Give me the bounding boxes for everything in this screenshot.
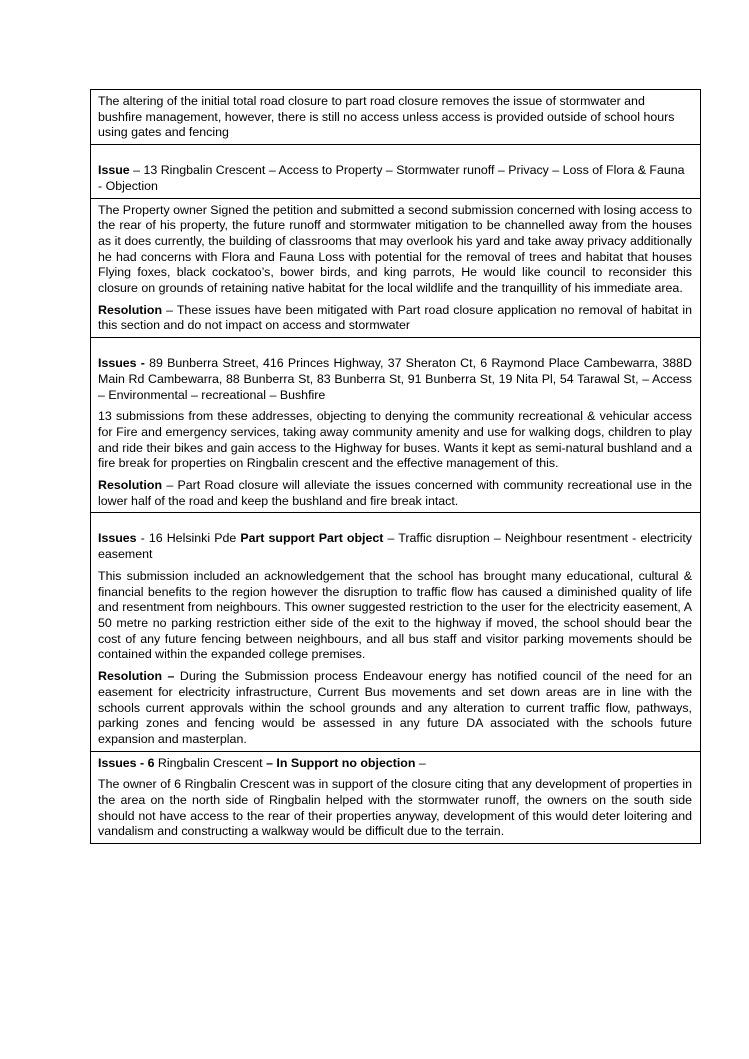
resolution-paragraph [98, 669, 692, 748]
submission-summary: The Property owner Signed the petition and submitted a second submission concerned with losing access to the rear of his property, the future runoff and stormwater mitigation to be channelled away from the houses as it does currently, the building of classrooms that may overlook his yard and take away privacy additionally he had concerns with Flora and Fauna Loss with potential for the removal of trees and habitat that houses Flying foxes, black cockatoo’s, bower birds, and king parrots, He would like council to reconsider this closure on grounds of retaining native habitat for the local wildlife and the tranquillity of his immediate area. [98, 202, 692, 296]
issue-heading [98, 356, 692, 403]
closure-note-cell [91, 90, 700, 145]
issue-helsinki-section [91, 513, 700, 751]
resolution-label: Resolution – [98, 669, 175, 684]
submissions-table [90, 89, 701, 844]
issue-heading [98, 163, 692, 194]
resolution-paragraph [98, 478, 692, 509]
issue-details: Ringbalin Crescent [154, 755, 267, 770]
issue-details: – 13 Ringbalin Crescent – Access to Property – Stormwater runoff – Privacy – Loss of Flora & Fauna - Objection [98, 163, 685, 193]
support-status: Part support Part object [240, 531, 384, 546]
issue-details-continued: – Traffic disruption – Neighbour resentment - electricity easement [98, 531, 692, 562]
issue-tail: – [415, 755, 426, 770]
issue-13-ringbalin-body [91, 199, 700, 339]
issue-details: 89 Bunberra Street, 416 Princes Highway, 37 Sheraton Ct, 6 Raymond Place Cambewarra, 388D Main Rd Cambewarra, 88 Bunberra St, 83 Bunberra St, 91 Bunberra St, 19 Nita Pl, 54 Tarawal St, – Access – Environmental – recreational – Bushfire [98, 356, 692, 402]
issue-label: Issues [98, 531, 137, 546]
issue-heading [98, 756, 692, 772]
closure-note-text: The altering of the initial total road closure to part road closure removes the issue of stormwater and bushfire management, however, there is still no access unless access is provided outside of school hours using gates and fencing [98, 94, 675, 140]
submission-summary: The owner of 6 Ringbalin Crescent was in support of the closure citing that any development of properties in the area on the north side of Ringbalin helped with the stormwater runoff, the owners on the south side should not have access to the rear of their properties anyway, development of this would deter loitering and vandalism and constructing a walkway would be difficult due to the terrain. [98, 777, 692, 839]
issue-details: - 16 Helsinki Pde [136, 531, 241, 546]
submission-summary: 13 submissions from these addresses, objecting to denying the community recreational & vehicular access for Fire and emergency services, taking away community amenity and use for walking dogs, children to play and ride their bikes and gain access to the Highway for buses. Wants it kept as semi-natural bushland and a fire break for properties on Ringbalin crescent and the effective management of this. [98, 409, 692, 471]
submission-summary: This submission included an acknowledgement that the school has brought many educational, cultural & financial benefits to the region however the disruption to traffic flow has caused a diminished quality of life and resentment from neighbours. This owner suggested restriction to the user for the electricity easement, A 50 metre no parking restriction either side of the exit to the highway if moved, the school should bear the cost of any future fencing between neighbours, and all bus staff and visitor parking movements should be contained within the expanded college premises. [98, 568, 692, 662]
resolution-text: During the Submission process Endeavour energy has notified council of the need for an easement for electricity infrastructure, Current Bus movements and set down areas are in line with the schools current approvals within the school grounds and any alteration to current traffic flow, pathways, parking zones and fencing would be assessed in any future DA associated with the schools future expansion and masterplan. [98, 669, 692, 746]
issue-13-ringbalin-header [91, 145, 700, 198]
issue-bunberra-section [91, 338, 700, 513]
issue-label: Issue [98, 163, 130, 178]
issue-6-ringbalin-section [91, 752, 700, 845]
resolution-label: Resolution [98, 302, 163, 317]
resolution-paragraph [98, 303, 692, 334]
issue-label: Issues - [98, 356, 145, 371]
resolution-text: – These issues have been mitigated with Part road closure application no removal of habitat in this section and do not impact on access and stormwater [98, 302, 692, 333]
issue-label: Issues - 6 [98, 755, 155, 770]
resolution-label: Resolution [98, 478, 163, 493]
resolution-text: – Part Road closure will alleviate the issues concerned with community recreational use in the lower half of the road and keep the bushland and fire break intact. [98, 478, 692, 508]
support-status: – In Support no objection [266, 755, 416, 770]
issue-heading [98, 531, 692, 562]
